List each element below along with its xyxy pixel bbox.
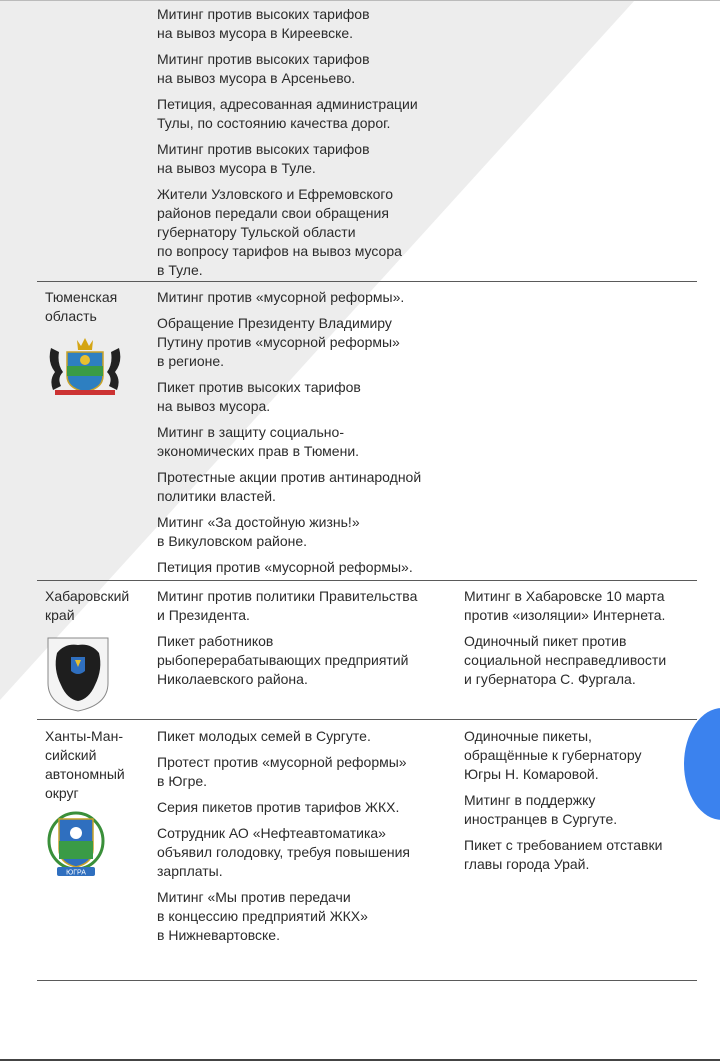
- tyumen-coat-of-arms-icon: [45, 336, 125, 398]
- event-item: Митинг против политики Правительства и Президента.: [157, 588, 418, 623]
- bottom-edge-line: [0, 1059, 720, 1061]
- event-item: Пикет работников рыбоперерабатывающих предприятий Николаевского района.: [157, 633, 409, 687]
- row-divider: [37, 281, 697, 282]
- event-item: Серия пикетов против тарифов ЖКХ.: [157, 799, 400, 815]
- event-item: Пикет молодых семей в Сургуте.: [157, 728, 371, 744]
- row-divider: [37, 980, 697, 981]
- top-edge-line: [0, 0, 720, 1]
- event-item: Пикет с требованием отставки главы города Урай.: [464, 837, 663, 872]
- row-3-events: [157, 727, 457, 952]
- yugra-coat-of-arms-icon: [45, 811, 107, 879]
- row-divider: [37, 580, 697, 581]
- event-item: Жители Узловского и Ефремовского районов передали свои обращения губернатору Тульской области по вопросу тарифов на вывоз мусора в Туле.: [157, 186, 402, 278]
- event-item: Митинг против «мусорной реформы».: [157, 289, 405, 305]
- region-cell-khmao: [45, 727, 145, 879]
- row-3-right-events: [464, 727, 699, 881]
- region-name: Ханты-Ман- сийский автономный округ: [45, 728, 125, 801]
- event-item: Митинг в поддержку иностранцев в Сургуте.: [464, 792, 618, 827]
- event-item: Обращение Президенту Владимиру Путину против «мусорной реформы» в регионе.: [157, 315, 400, 369]
- region-name: Тюменская область: [45, 289, 118, 324]
- event-item: Митинг «Мы против передачи в концессию предприятий ЖКХ» в Нижневартовске.: [157, 889, 368, 943]
- row-2-right-events: [464, 587, 699, 696]
- event-item: Протест против «мусорной реформы» в Югре.: [157, 754, 407, 789]
- event-item: Одиночные пикеты, обращённые к губернатору Югры Н. Комаровой.: [464, 728, 642, 782]
- region-cell-tyumen: [45, 288, 145, 398]
- region-name: Хабаровский край: [45, 588, 130, 623]
- event-item: Пикет против высоких тарифов на вывоз мусора.: [157, 379, 361, 414]
- event-item: Петиция, адресованная администрации Тулы, по состоянию качества дорог.: [157, 96, 418, 131]
- row-0-events: [157, 5, 457, 287]
- event-item: Митинг против высоких тарифов на вывоз мусора в Арсеньево.: [157, 51, 370, 86]
- row-divider: [37, 719, 697, 720]
- event-item: Митинг против высоких тарифов на вывоз мусора в Киреевске.: [157, 6, 370, 41]
- row-1-events: [157, 288, 457, 584]
- event-item: Митинг «За достойную жизнь!» в Викуловском районе.: [157, 514, 360, 549]
- event-item: Петиция против «мусорной реформы».: [157, 559, 413, 575]
- event-item: Митинг против высоких тарифов на вывоз мусора в Туле.: [157, 141, 370, 176]
- event-item: Протестные акции против антинародной политики властей.: [157, 469, 422, 504]
- row-2-events: [157, 587, 457, 696]
- event-item: Митинг в защиту социально- экономических прав в Тюмени.: [157, 424, 360, 459]
- yugra-label: ЮГРА: [66, 869, 86, 877]
- region-cell-khabarovsk: [45, 587, 145, 713]
- khabarovsk-coat-of-arms-icon: [45, 635, 111, 713]
- event-item: Сотрудник АО «Нефтеавтоматика» объявил голодовку, требуя повышения зарплаты.: [157, 825, 410, 879]
- event-item: Одиночный пикет против социальной несправедливости и губернатора С. Фургала.: [464, 633, 667, 687]
- event-item: Митинг в Хабаровске 10 марта против «изоляции» Интернета.: [464, 588, 666, 623]
